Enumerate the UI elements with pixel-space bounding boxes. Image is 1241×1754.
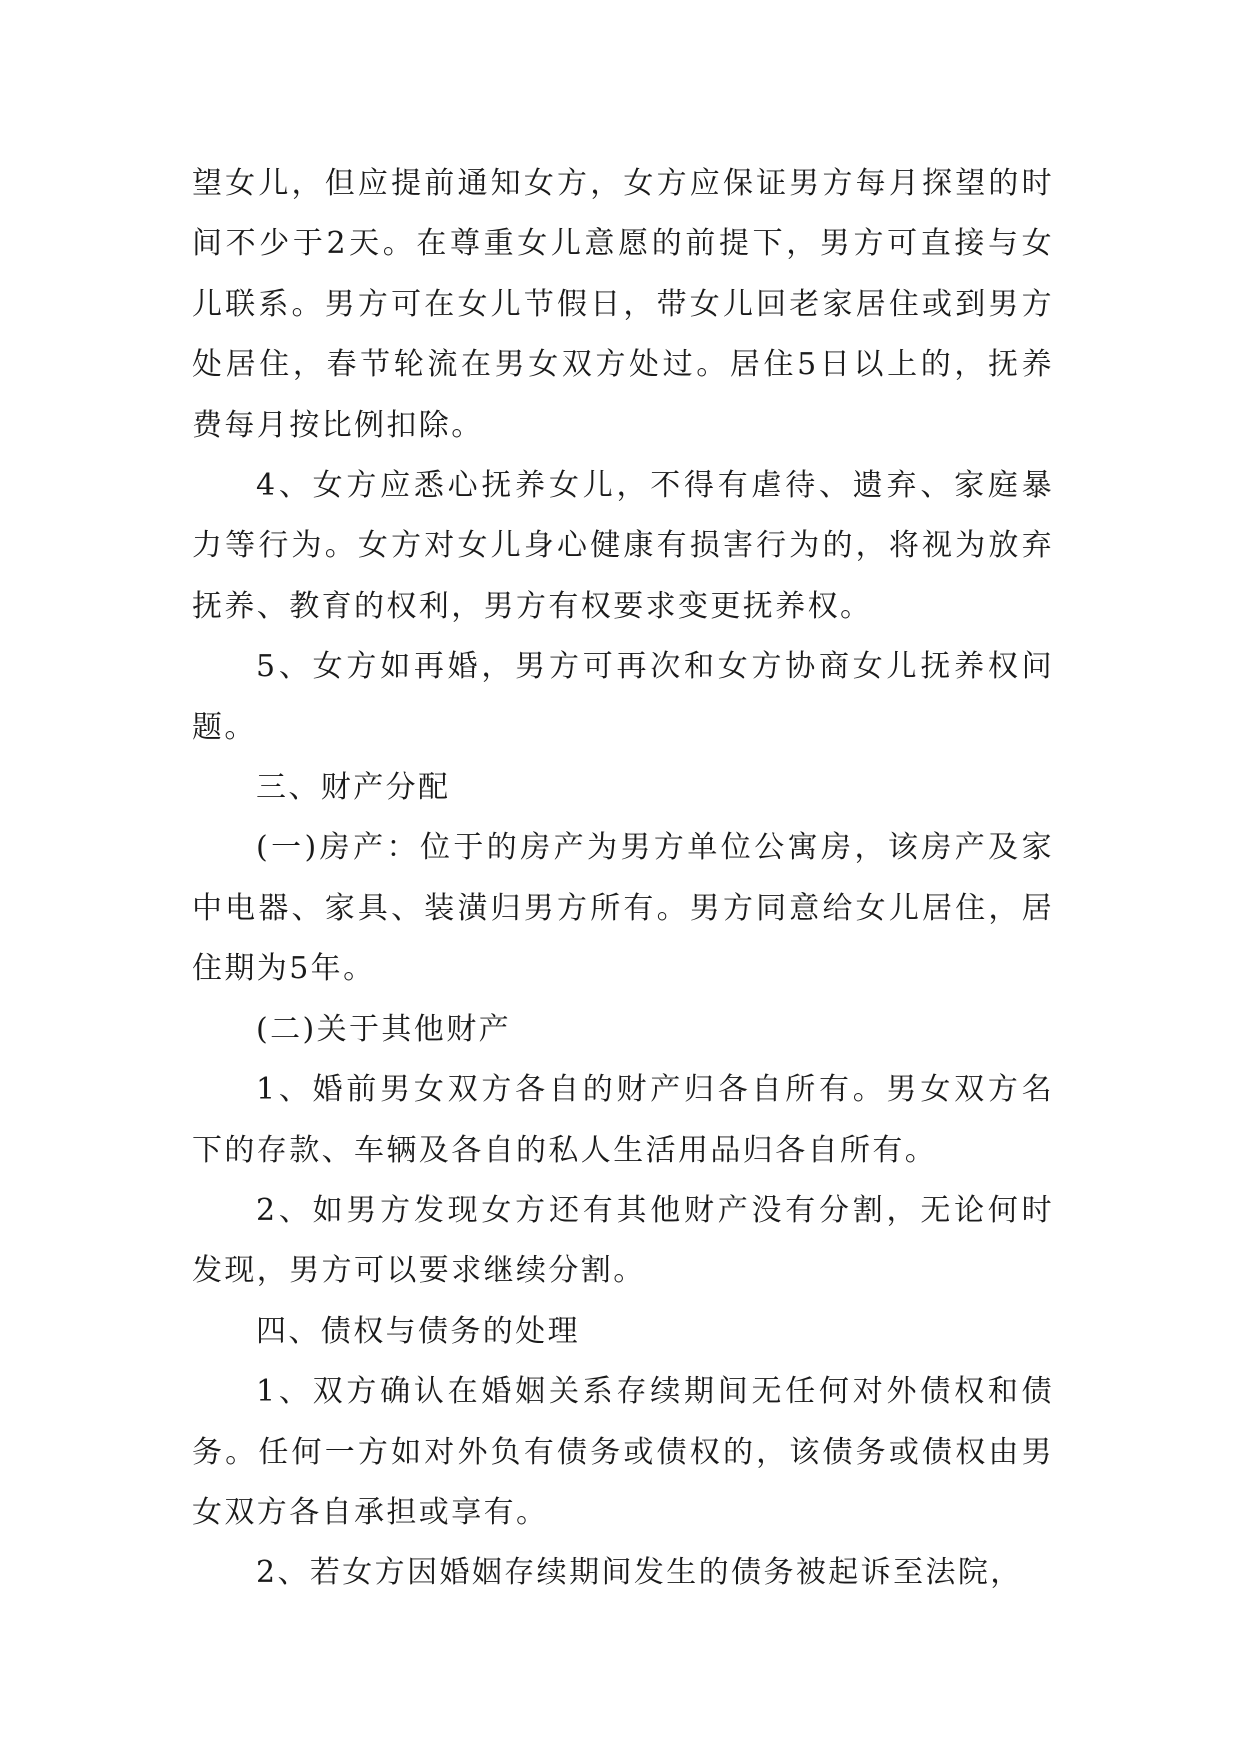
paragraph-property-item-2: 2、如男方发现女方还有其他财产没有分割，无论何时发现，男方可以要求继续分割。 [192,1192,1054,1289]
section-heading-debts: 四、债权与债务的处理 [256,1313,580,1349]
paragraph-debt-item-2: 2、若女方因婚姻存续期间发生的债务被起诉至法院， [256,1555,1023,1591]
paragraph-continuation: 望女儿，但应提前通知女方，女方应保证男方每月探望的时间不少于2天。在尊重女儿意愿的前提下，男方可直接与女儿联系。男方可在女儿节假日，带女儿回老家居住或到男方处居住，春节轮流在男女双方处过。居住5日以上的，抚养费每月按比例扣除。 [192,166,1054,443]
subsection-house: (一)房产：位于的房产为男方单位公寓房，该房产及家中电器、家具、装潢归男方所有。男方同意给女儿居住，居住期为5年。 [192,830,1054,987]
paragraph-property-item-1: 1、婚前男女双方各自的财产归各自所有。男女双方名下的存款、车辆及各自的私人生活用品归各自所有。 [192,1072,1054,1168]
paragraph-item-5: 5、女方如再婚，男方可再次和女方协商女儿抚养权问题。 [192,649,1054,745]
paragraph-debt-item-1: 1、双方确认在婚姻关系存续期间无任何对外债权和债务。任何一方如对外负有债务或债权的，该债务或债权由男女双方各自承担或享有。 [192,1374,1054,1530]
section-heading-property: 三、财产分配 [256,770,451,806]
paragraph-item-4: 4、女方应悉心抚养女儿，不得有虐待、遗弃、家庭暴力等行为。女方对女儿身心健康有损害行为的，将视为放弃抚养、教育的权利，男方有权要求变更抚养权。 [192,468,1054,624]
subsection-other-property: (二)关于其他财产 [256,1011,512,1047]
document-body [192,154,1054,1604]
